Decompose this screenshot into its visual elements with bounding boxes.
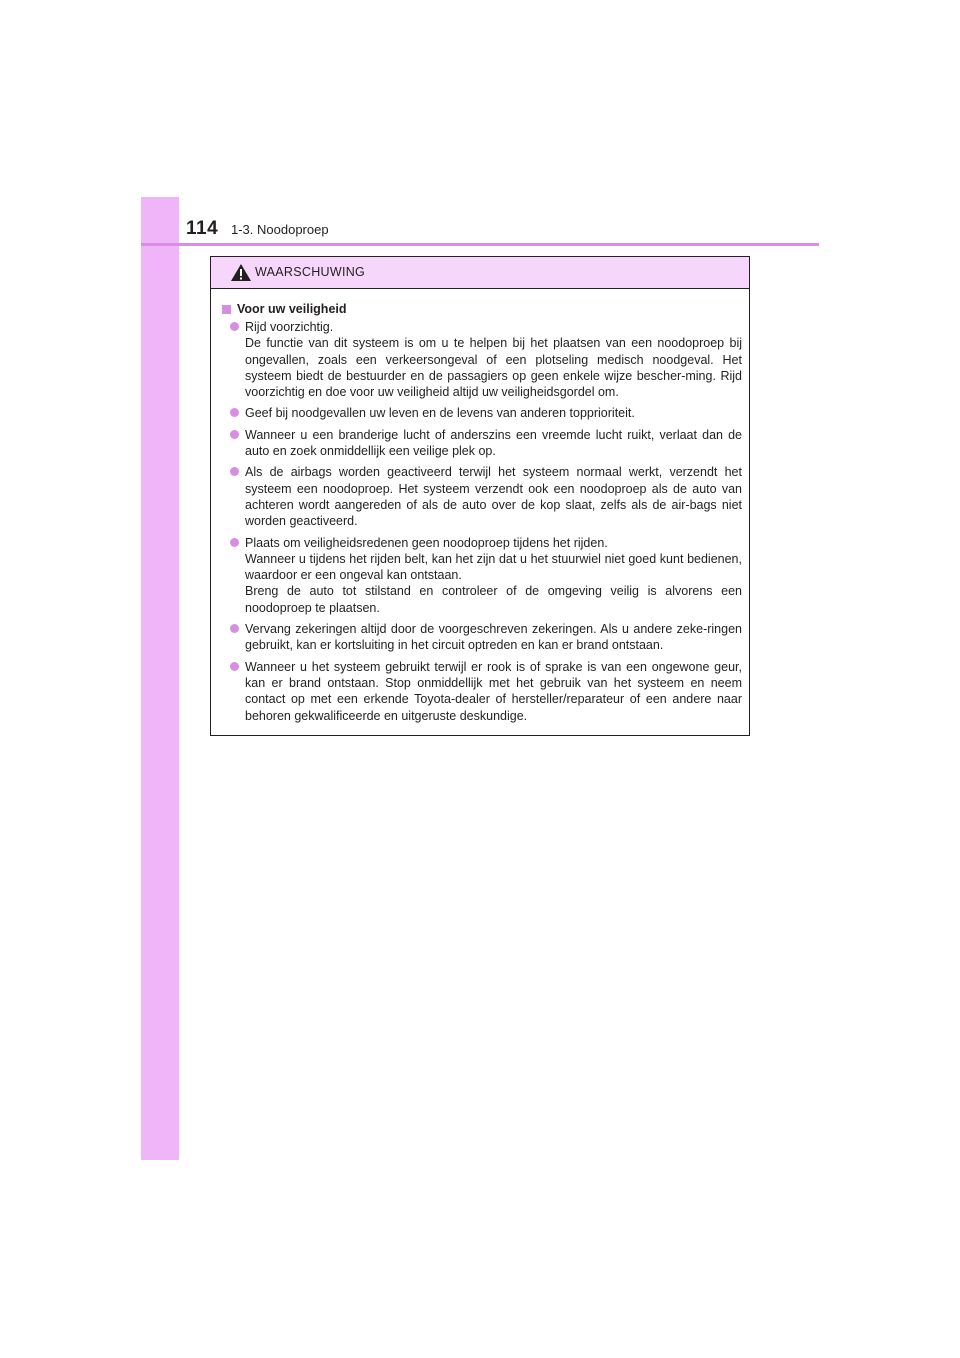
- warning-item: [220, 405, 742, 421]
- bullet-dot-icon: [230, 662, 239, 671]
- warning-item: [220, 535, 742, 616]
- header-rule: [141, 243, 819, 246]
- warning-triangle-icon: [230, 263, 252, 282]
- warning-item-text: Als de airbags worden geactiveerd terwijl het systeem normaal werkt, verzendt het systeem een noodoproep. Het systeem verzendt ook een noodoproep als de auto van achteren wordt aangereden of als de auto over de kop slaat, zelfs als de air-bags niet worden geactiveerd.: [245, 465, 742, 529]
- warning-header: [211, 257, 749, 289]
- bullet-dot-icon: [230, 467, 239, 476]
- warning-item: [220, 427, 742, 460]
- warning-item-text: Rijd voorzichtig. De functie van dit systeem is om u te helpen bij het plaatsen van een noodoproep bij ongevallen, zoals een verkeersongeval of een plotseling medisch noodgeval. Het systeem biedt de bestuurder en de passagiers op geen enkele wijze bescher-ming. Rijd voorzichtig en doe voor uw veiligheid altijd uw veiligheidsgordel om.: [245, 320, 742, 400]
- warning-body: [211, 289, 749, 724]
- bullet-dot-icon: [230, 322, 239, 331]
- bullet-dot-icon: [230, 430, 239, 439]
- warning-item: [220, 621, 742, 654]
- warning-item-text: Wanneer u een branderige lucht of anderszins een vreemde lucht ruikt, verlaat dan de auto en zoek onmiddellijk een veilige plek op.: [245, 427, 742, 459]
- chapter-side-band: [141, 197, 179, 1160]
- warning-label: WAARSCHUWING: [255, 265, 366, 279]
- warning-item-text: Plaats om veiligheidsredenen geen noodoproep tijdens het rijden. Wanneer u tijdens het rijden belt, kan het zijn dat u het stuurwiel niet goed kunt bedienen, waardoor er een ongeval kan ontstaan. Breng de auto tot stilstand en controleer of de omgeving veilig is alvorens een noodoproep te plaatsen.: [245, 535, 742, 615]
- warning-topic-text: Voor uw veiligheid: [237, 302, 347, 316]
- warning-item-text: Vervang zekeringen altijd door de voorgeschreven zekeringen. Als u andere zeke-ringen gebruikt, kan er kortsluiting in het circuit optreden en kan er brand ontstaan.: [245, 622, 742, 653]
- bullet-dot-icon: [230, 538, 239, 547]
- warning-item-text: Geef bij noodgevallen uw leven en de levens van anderen topprioriteit.: [245, 406, 635, 421]
- warning-item: [220, 464, 742, 529]
- bullet-dot-icon: [230, 624, 239, 633]
- section-title: 1-3. Noodoproep: [231, 222, 329, 237]
- warning-item: [220, 659, 742, 724]
- warning-item: [220, 319, 742, 400]
- bullet-dot-icon: [230, 408, 239, 417]
- warning-box: [210, 256, 750, 736]
- page-number: 114: [186, 218, 219, 239]
- square-bullet-icon: [222, 305, 231, 314]
- warning-item-text: Wanneer u het systeem gebruikt terwijl er rook is of sprake is van een ongewone geur, kan er brand ontstaan. Stop onmiddellijk met het gebruik van het systeem en neem contact op met een erkende Toyota-dealer of hersteller/reparateur of een andere naar behoren gekwalificeerde en uitgeruste deskundige.: [245, 659, 742, 723]
- warning-topic: [220, 302, 742, 316]
